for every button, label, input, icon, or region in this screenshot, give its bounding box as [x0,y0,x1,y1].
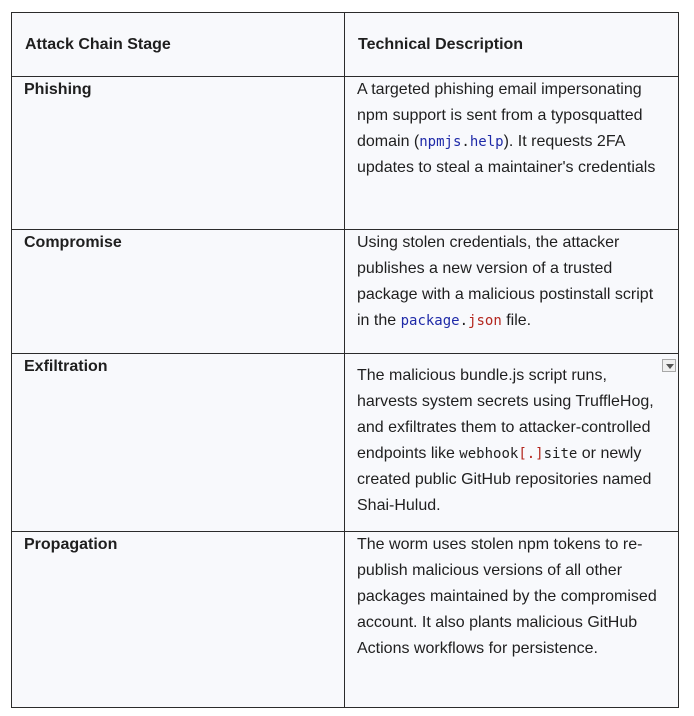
inline-code-domain [419,134,503,150]
description-cell [345,354,679,532]
description-text: A targeted phishing email impersonating npm support is sent from a typosquatted domain ( [357,81,643,150]
code-token: webhook [459,446,519,462]
dropdown-arrow-icon[interactable] [662,359,676,372]
code-token: help [469,134,504,150]
code-token: site [543,446,578,462]
code-token: json [468,313,502,329]
stage-cell: Exfiltration [12,354,345,532]
header-attack-chain-stage: Attack Chain Stage [12,13,345,77]
code-token: npmjs [419,134,462,150]
description-cell [345,77,679,230]
table-row [12,354,679,532]
inline-code-endpoint [459,446,577,462]
description-text: file. [501,312,532,329]
stage-cell: Phishing [12,77,345,230]
table-row [12,77,679,230]
description-text: Using stolen credentials, the attacker publishes a new version of a trusted package with a malicious postinstall script in the [357,234,654,329]
code-token: package [400,313,460,329]
description-cell [345,230,679,354]
description-text: ). It requests 2FA updates to steal a maintainer's credentials [357,133,656,176]
description-text: or newly created public GitHub repositories named Shai-Hulud. [357,445,652,514]
description-text: The malicious bundle.js script runs, harvests system secrets using TruffleHog, and exfiltrates them to attacker-controlled endpoints like [357,367,654,462]
table-row [12,532,679,708]
header-technical-description: Technical Description [345,13,679,77]
description-text: The worm uses stolen npm tokens to re-publish malicious versions of all other packages maintained by the compromised account. It also plants malicious GitHub Actions workflows for persistence. [357,536,657,657]
code-token: . [461,134,470,150]
inline-code-filename [401,313,502,329]
code-token: . [459,313,469,329]
attack-chain-table [11,12,679,708]
stage-cell: Compromise [12,230,345,354]
code-token: [.] [518,446,544,462]
description-cell [345,532,679,708]
table-row [12,230,679,354]
stage-cell: Propagation [12,532,345,708]
table-header-row [12,13,679,77]
